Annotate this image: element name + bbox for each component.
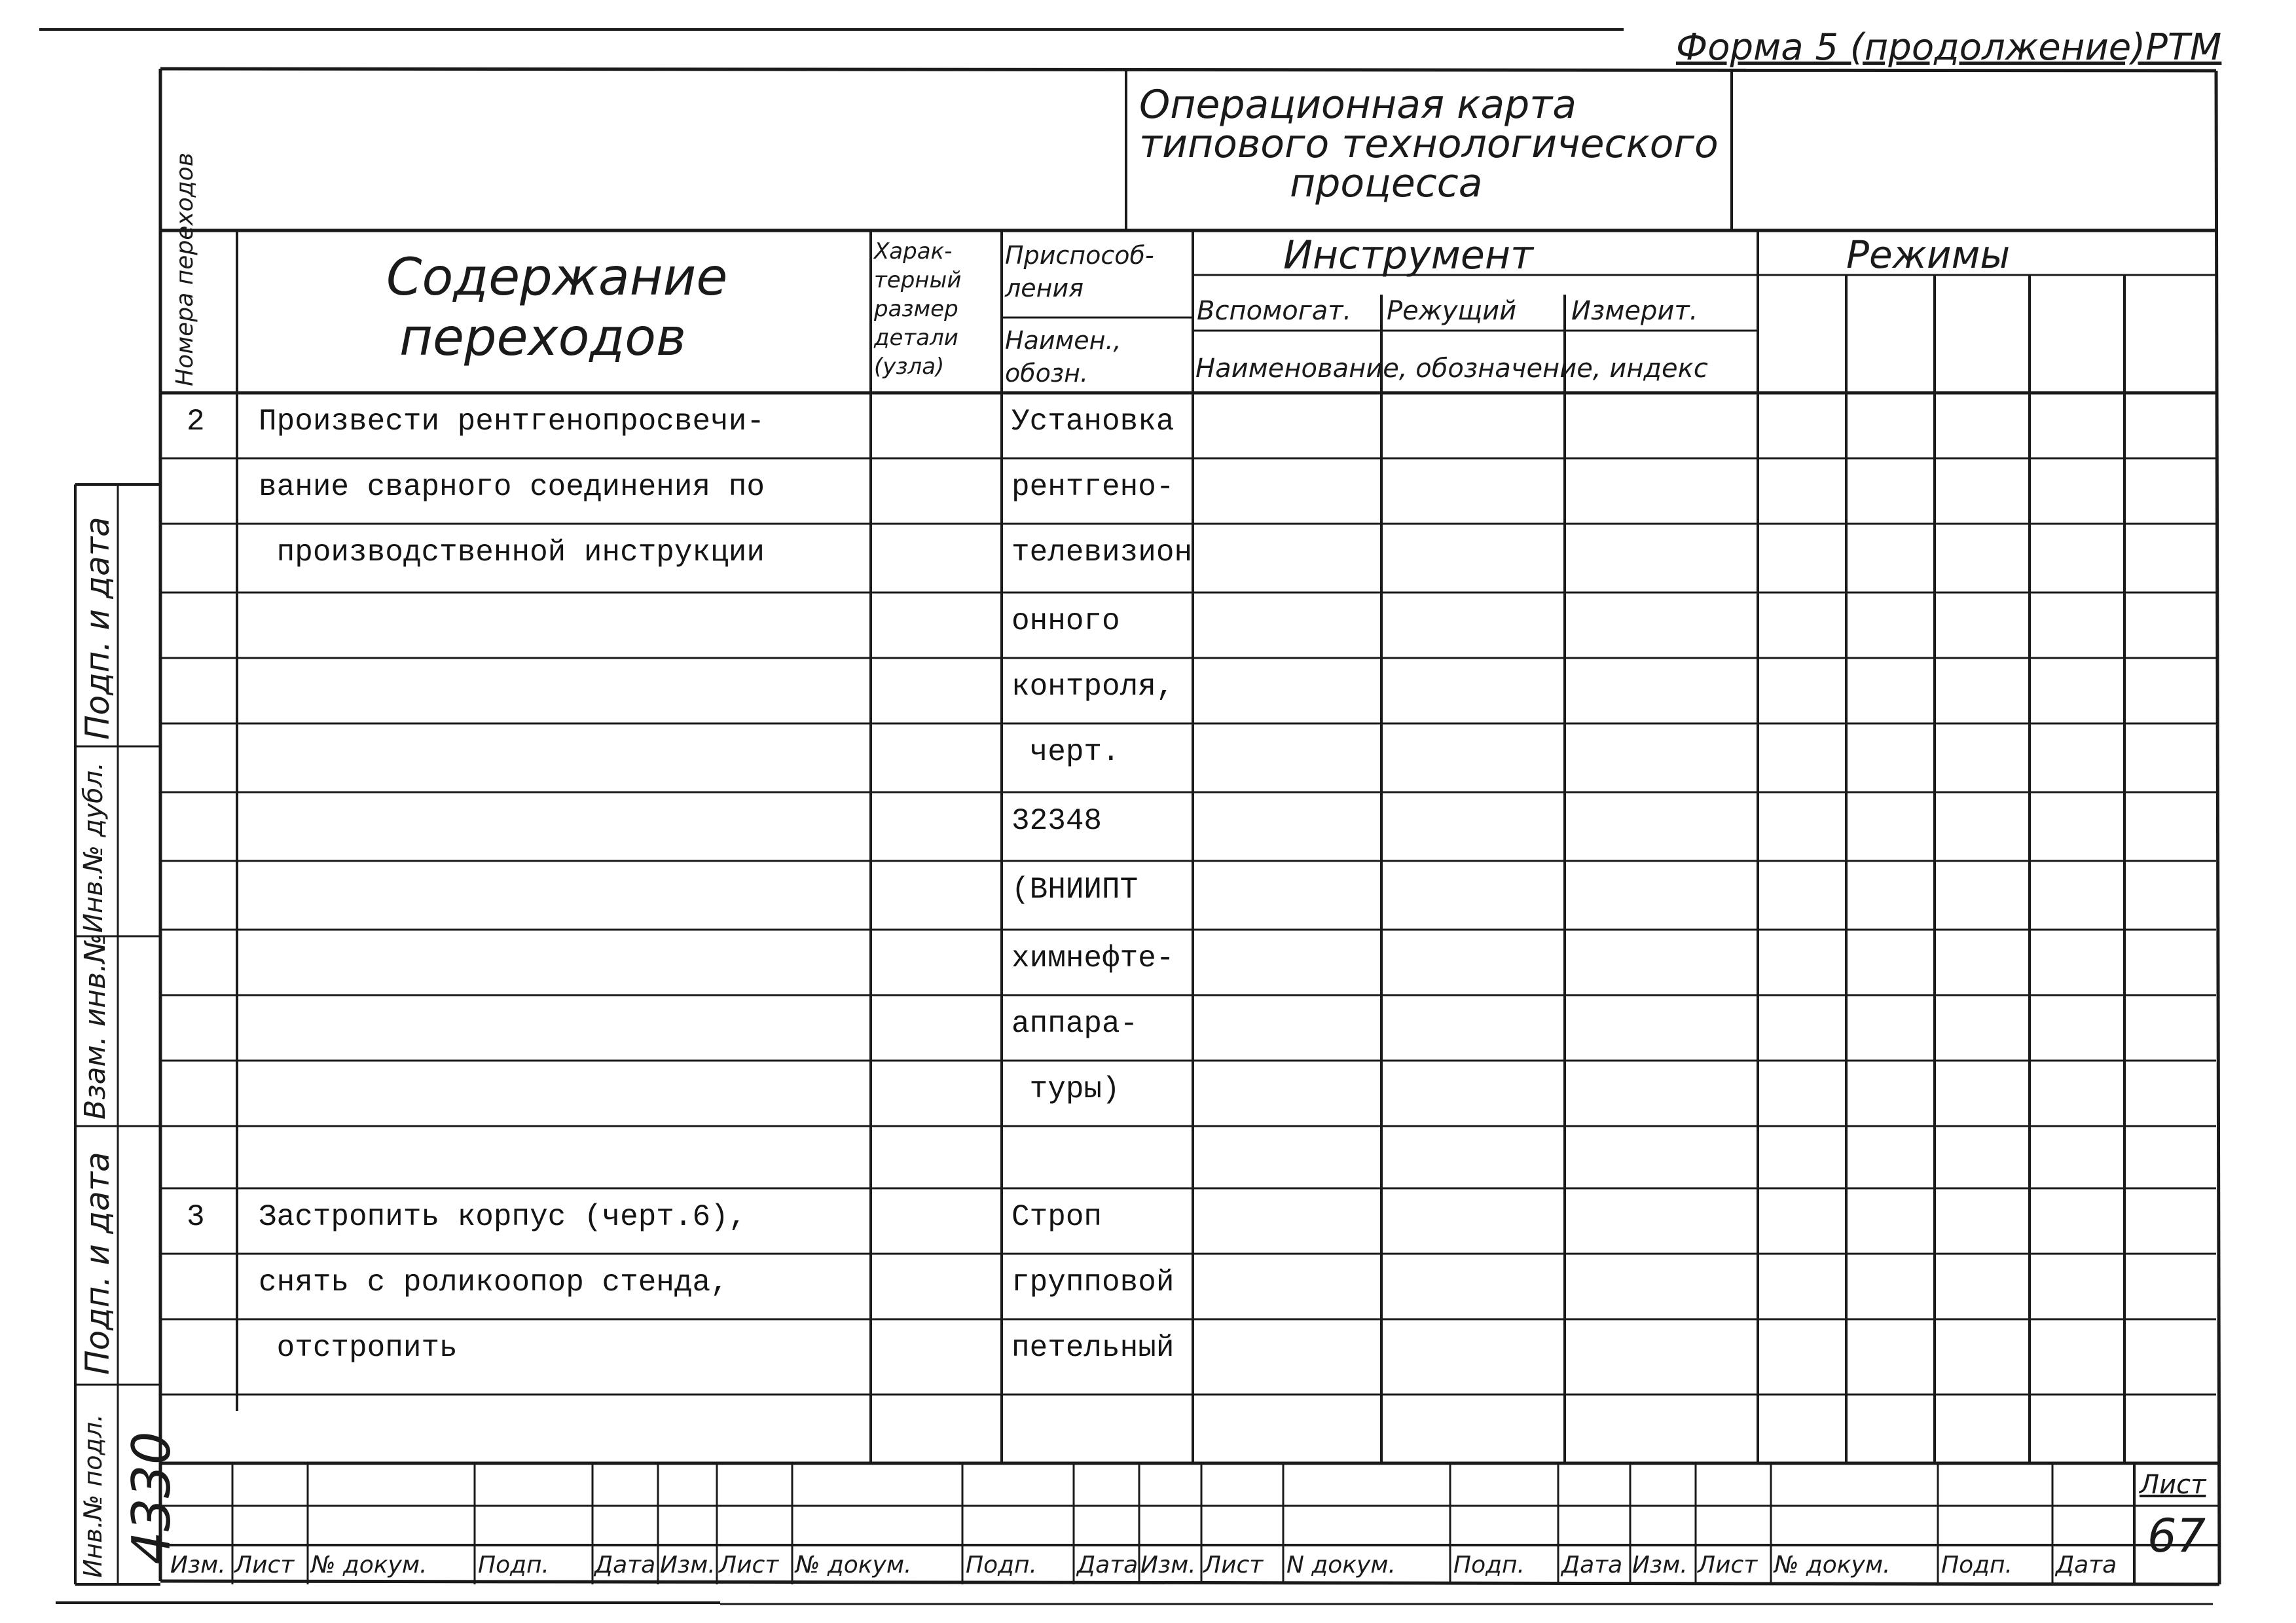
header-tool-naming: Наименование, обозначение, индекс <box>1195 354 1708 384</box>
footer-label: № докум. <box>1774 1552 1891 1578</box>
row-fixture: контроля, <box>1011 670 1175 704</box>
side-sign-date-2: Подп. и дата <box>79 517 117 740</box>
header-size-line: детали <box>874 325 958 351</box>
document-title <box>1139 82 1719 206</box>
header-tool-cutting: Режущий <box>1387 296 1517 326</box>
inventory-number: 4330 <box>121 1431 182 1565</box>
header-tool-aux: Вспомогат. <box>1197 296 1352 326</box>
header-fixture-sub <box>1005 324 1121 390</box>
header-fixture-sub-line: Наимен., <box>1005 326 1121 355</box>
row-content: снять с роликоопор стенда, <box>259 1266 729 1300</box>
footer-label: Подп. <box>1941 1552 2013 1578</box>
header-tool: Инструмент <box>1283 232 1534 278</box>
header-content <box>301 247 727 368</box>
row-fixture: туры) <box>1011 1072 1120 1106</box>
title-line-3: процесса <box>1290 160 1483 206</box>
header-size-line: размер <box>874 296 958 322</box>
row-fixture: аппара- <box>1011 1007 1139 1041</box>
header-size-line: (узла) <box>874 354 945 380</box>
row-fixture: Строп <box>1011 1200 1102 1234</box>
header-tool-measuring: Измерит. <box>1571 296 1698 326</box>
footer-label: Изм. <box>170 1552 226 1578</box>
footer-label: Подп. <box>478 1552 549 1578</box>
footer-label: Лист <box>719 1552 779 1578</box>
header-modes: Режимы <box>1846 232 2011 277</box>
row-fixture: черт. <box>1011 735 1120 769</box>
title-line-2: типового технологического <box>1139 121 1719 167</box>
side-inv-duplicate: Инв.№ дубл. <box>79 762 109 933</box>
header-numbers: Номера переходов <box>172 153 198 386</box>
footer-label: Дата <box>594 1552 656 1578</box>
footer-label: Дата <box>2056 1552 2117 1578</box>
footer-label: Изм. <box>660 1552 716 1578</box>
footer-label: № докум. <box>795 1552 912 1578</box>
header-size-line: терный <box>874 267 962 293</box>
footer-label: Изм. <box>1140 1552 1196 1578</box>
row-fixture: онного <box>1011 604 1120 638</box>
side-inv-original: Инв.№ подл. <box>79 1413 107 1578</box>
row-content: производственной инструкции <box>259 536 765 570</box>
header-fixture-line: ления <box>1005 274 1084 302</box>
row-fixture: телевизион <box>1011 536 1193 570</box>
row-number: 3 <box>187 1200 205 1234</box>
row-fixture: рентгено- <box>1011 470 1175 504</box>
header-size-line: Харак- <box>874 238 953 264</box>
header-content-line-2: переходов <box>399 308 686 367</box>
row-fixture: (ВНИИПТ <box>1011 873 1139 907</box>
footer-label: Дата <box>1561 1552 1623 1578</box>
footer-label: Лист <box>1698 1552 1758 1578</box>
footer-label: Подп. <box>1453 1552 1525 1578</box>
side-sign-date-1: Подп. и дата <box>79 1152 117 1375</box>
row-fixture: химнефте- <box>1011 941 1175 976</box>
row-number: 2 <box>187 405 205 439</box>
row-fixture: групповой <box>1011 1266 1175 1300</box>
footer-label: Подп. <box>966 1552 1037 1578</box>
footer-label: № докум. <box>311 1552 428 1578</box>
row-content: отстропить <box>259 1331 458 1365</box>
header-fixture <box>1005 239 1154 304</box>
row-content: вание сварного соединения по <box>259 470 765 504</box>
row-fixture: петельный <box>1011 1331 1175 1365</box>
footer-label: Дата <box>1077 1552 1139 1578</box>
header-fixture-line: Приспособ- <box>1005 241 1154 270</box>
footer-label: Лист <box>1203 1552 1264 1578</box>
row-fixture: 32348 <box>1011 804 1102 838</box>
header-content-line-1: Содержание <box>386 248 728 307</box>
row-content: Произвести рентгенопросвечи- <box>259 405 765 439</box>
row-fixture: Установка <box>1011 405 1175 439</box>
side-replace-inv: Взам. инв.№ <box>79 933 112 1120</box>
footer-label: Изм. <box>1632 1552 1688 1578</box>
footer-label: Лист <box>234 1552 295 1578</box>
footer-label: N докум. <box>1286 1552 1396 1578</box>
header-fixture-sub-line: обозн. <box>1005 359 1089 388</box>
title-line-1: Операционная карта <box>1139 82 1576 128</box>
sheet-label: Лист <box>2140 1470 2206 1500</box>
row-content: Застропить корпус (черт.6), <box>259 1200 747 1234</box>
form-label: Форма 5 (продолжение)РТМ <box>1676 26 2222 69</box>
header-size <box>874 237 961 381</box>
sheet-number: 67 <box>2147 1509 2206 1563</box>
